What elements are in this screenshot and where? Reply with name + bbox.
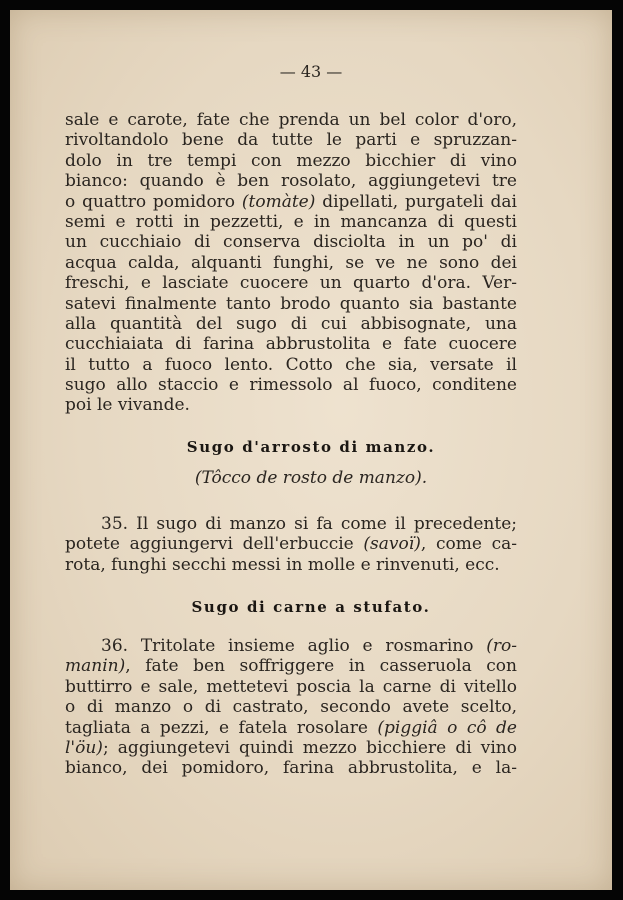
text-run: ; aggiungetevi quindi mezzo bicchiere di vino <box>102 737 517 758</box>
dialect-term: l'öu) <box>65 737 103 758</box>
text-line: bianco, dei pomidoro, farina abbrustolita, e la- <box>65 758 517 779</box>
section-heading: Sugo d'arrosto di manzo. <box>186 438 436 456</box>
text-run: , fate ben soffriggere in casseruola con <box>125 656 517 677</box>
text-line: freschi, e lasciate cuocere un quarto d'ora. Ver- <box>65 273 517 294</box>
text-run: 36. Tritolate insieme aglio e rosmarino <box>101 636 487 656</box>
text-line: 35. Il sugo di manzo si fa come il precedente; <box>101 514 517 534</box>
text-line: rota, funghi secchi messi in molle e rinvenuti, ecc. <box>65 554 500 575</box>
text-line <box>65 534 517 554</box>
text-line <box>65 636 517 656</box>
paragraph-continued <box>65 110 517 416</box>
dialect-term: (savoï) <box>363 534 421 555</box>
text-line <box>65 656 517 676</box>
text-run: potete aggiungervi dell'erbuccie <box>65 534 364 555</box>
text-run: tagliata a pezzi, e fatela rosolare <box>65 717 378 738</box>
text-line: dolo in tre tempi con mezzo bicchier di vino <box>65 150 517 171</box>
text-line: o di manzo o di castrato, secondo avete scelto, <box>65 697 517 718</box>
text-line: sugo allo staccio e rimessolo al fuoco, conditene <box>65 375 517 396</box>
dialect-term: (ro- <box>486 636 517 656</box>
text-line: cucchiaiata di farina abbrustolita e fate cuocere <box>65 334 517 355</box>
text-line: rivoltandolo bene da tutte le parti e spruzzan- <box>65 130 517 151</box>
text-run: , come ca- <box>420 534 517 555</box>
text-line: alla quantità del sugo di cui abbisognate, una <box>65 313 517 334</box>
dialect-term: manin) <box>65 656 126 677</box>
text-run: o quattro pomidoro <box>65 191 242 212</box>
text-line: satevi finalmente tanto brodo quanto sia bastante <box>65 293 517 314</box>
text-line: poi le vivande. <box>65 395 190 416</box>
text-line <box>65 718 517 738</box>
text-line: il tutto a fuoco lento. Cotto che sia, versate il <box>65 354 517 375</box>
paragraph-36 <box>65 636 517 779</box>
dialect-term: (tomàte) <box>241 191 316 212</box>
text-line: un cucchiaio di conserva disciolta in un po' di <box>65 232 517 253</box>
paragraph-35 <box>65 514 517 575</box>
text-run: dipellati, purgateli dai <box>315 191 517 212</box>
book-page <box>10 10 612 890</box>
text-line: buttirro e sale, mettetevi poscia la carne di vitello <box>65 676 517 697</box>
text-line: semi e rotti in pezzetti, e in mancanza di questi <box>65 211 517 232</box>
section-heading: Sugo di carne a stufato. <box>191 598 431 616</box>
section-subheading: (Tôcco de rosto de manzo). <box>194 468 428 488</box>
text-line: bianco: quando è ben rosolato, aggiungetevi tre <box>65 171 517 192</box>
dialect-term: (piggiâ o cô de <box>377 717 517 738</box>
page-number: — 43 — <box>279 62 343 81</box>
text-line <box>65 192 517 212</box>
text-line: sale e carote, fate che prenda un bel color d'oro, <box>65 110 517 130</box>
text-line: acqua calda, alquanti funghi, se ve ne sono dei <box>65 252 517 273</box>
text-line <box>65 738 517 758</box>
